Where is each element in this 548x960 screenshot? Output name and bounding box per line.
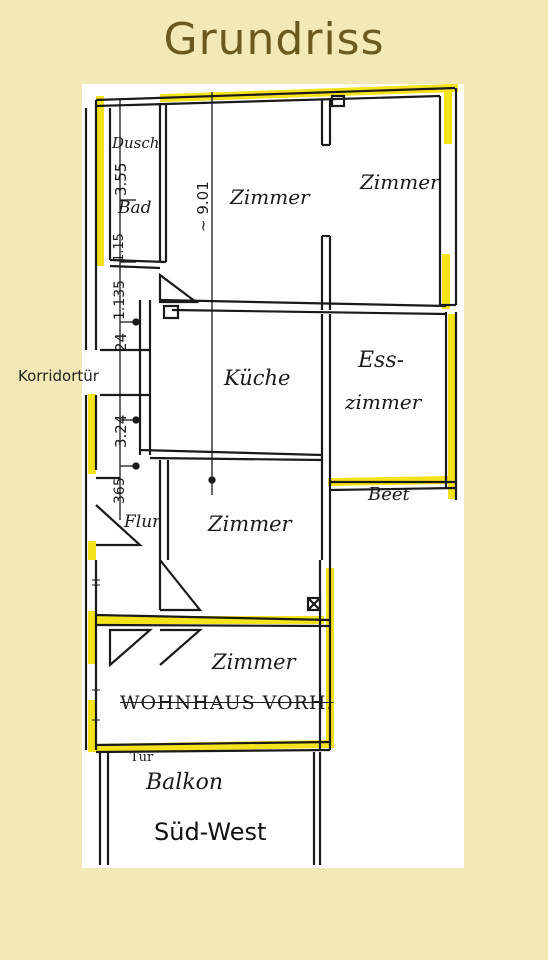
dimension-365: 365 [112,477,128,504]
label-tuer: Tür [130,750,154,765]
label-wohnhaus: WOHNHAUS VORH. [120,692,334,714]
dimension-324: 3.24 [112,414,130,448]
label-balkon: Balkon [146,770,224,795]
label-flur: Flur [124,512,161,532]
page-title: Grundriss [163,14,385,65]
label-dusche: Dusch [112,134,160,152]
dimension-1135: 1.135 [112,279,128,320]
label-beet: Beet [368,484,410,505]
dimension-901: ~ 9.01 [194,181,212,232]
label-kueche: Küche [224,366,291,390]
dimension-24: 24 [112,332,130,352]
label-zimmer-middle: Zimmer [208,512,292,536]
label-zimmer-lower: Zimmer [212,650,296,674]
label-esszimmer: zimmer [345,390,422,414]
label-zimmer-top-left: Zimmer [230,185,310,209]
label-korridortuer: Korridortür [18,367,99,385]
label-sued-west: Süd-West [154,818,267,846]
label-ess: Ess- [358,348,405,373]
label-bad: Bad [118,198,152,218]
dimension-355: 3.55 [112,162,130,196]
label-zimmer-top-right: Zimmer [360,170,440,194]
dimension-115: 1.15 [112,233,127,262]
